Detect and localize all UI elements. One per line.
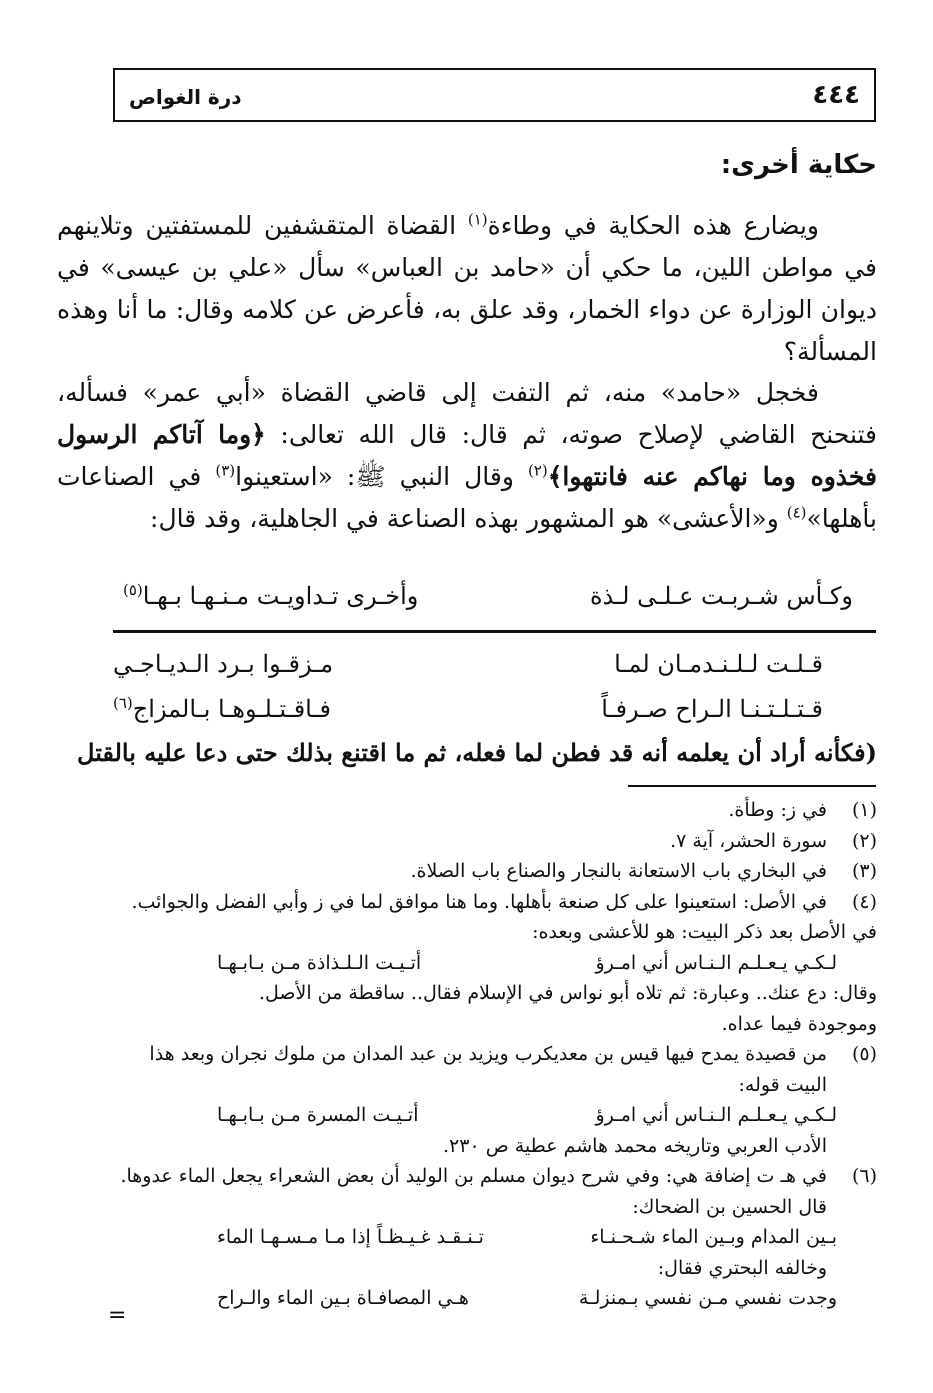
- continuation-mark: =: [108, 1303, 127, 1328]
- footnote-body: [87, 887, 827, 918]
- footnote-5: [87, 1039, 877, 1100]
- footnote-line: في هـ ت إضافة هي: وفي شرح ديوان مسلم بن الوليد أن بعض الشعراء يجعل الماء عدوها.: [120, 1165, 827, 1187]
- footnote-number: (٦): [851, 1165, 877, 1187]
- page-rule: [113, 630, 876, 633]
- footnote-text: سورة الحشر، آية ٧.: [670, 829, 827, 852]
- paragraph-1-text-a: ويضارع هذه الحكاية في وطاءة: [487, 211, 819, 240]
- footnote-body: [87, 1161, 827, 1222]
- paragraph-2-text-a: فخجل «حامد» منه، ثم التفت إلى قاضي القضاة «أبي عمر» فسأله، فتنحنح القاضي لإصلاح صوته، ثم قال: قال الله تعالى:: [57, 378, 877, 449]
- footnote-body: [87, 1039, 827, 1100]
- footnote-verse-first-half: وجدت نفسي مـن نفسي بـمنزلـة: [578, 1287, 837, 1309]
- section-heading: حكاية أخرى:: [720, 150, 877, 180]
- footnote-ref-6: (٦): [113, 694, 133, 712]
- verse-2-first-half: قـلـت لـلـنـدمـان لمـا: [614, 650, 823, 678]
- footnote-line: قال الحسين بن الضحاك:: [632, 1195, 827, 1218]
- quran-quote: ﴿وما آتاكم الرسول فخذوه وما نهاكم عنه فانتهوا﴾: [57, 420, 877, 491]
- paragraph-2: [57, 372, 877, 540]
- paragraph-2-text-d: و«الأعشى» هو المشهور بهذه الصناعة في الجاهلية، وقد قال:: [150, 504, 787, 533]
- verse-line-3: [113, 695, 823, 723]
- verse-1-second-half: [123, 582, 418, 610]
- footnote-verse-first-half: لـكـي يـعـلـم الـنـاس أني امـرؤ: [595, 1104, 837, 1126]
- footnote-number: (٢): [851, 829, 877, 852]
- footnote-4: [87, 887, 877, 918]
- footnote-6-verse-2: [87, 1283, 877, 1314]
- footnote-number: (٥): [851, 1043, 877, 1065]
- running-title: درة الغواص: [129, 85, 242, 109]
- footnote-ref-4: (٤): [786, 503, 807, 522]
- footnote-separator: [628, 785, 876, 787]
- footnote-line: البيت قوله:: [738, 1073, 827, 1096]
- footnotes: [87, 795, 877, 1314]
- paragraph-2-text-b: وقال النبي ﷺ: «استعينوا: [235, 462, 528, 491]
- footnote-6: [87, 1161, 877, 1222]
- footnote-number: (٤): [851, 890, 877, 913]
- verse-1-second-half-text: وأخـرى تـداويـت مـنـهـا بـهـا: [142, 582, 419, 610]
- footnote-3: [87, 856, 877, 887]
- bold-commentary-line: (فكأنه أراد أن يعلمه أنه قد فطن لما فعله، ثم ما اقتنع بذلك حتى دعا عليه بالقتل: [77, 738, 877, 767]
- verse-3-first-half: قـتـلـتـنـا الـراح صـرفـاً: [601, 695, 823, 723]
- page-number: ٤٤٤: [812, 80, 860, 110]
- footnote-ref-1: (١): [467, 210, 488, 229]
- footnote-6-line-3: وخالفه البحتري فقال:: [657, 1256, 827, 1279]
- footnote-number: (٣): [851, 860, 877, 882]
- footnote-ref-5: (٥): [123, 581, 143, 599]
- footnote-line: في الأصل: استعينوا على كل صنعة بأهلها. وما هنا موافق لما في ز وأبي الفضل والجوائب.: [131, 890, 827, 913]
- verse-3-second-half: [113, 695, 331, 723]
- footnote-6-verse-1: [87, 1222, 877, 1253]
- footnote-4-line-3: وقال: دع عنك.. وعبارة: ثم تلاه أبو نواس في الإسلام فقال.. ساقطة من الأصل.: [258, 982, 877, 1004]
- verse-line-1: [123, 582, 853, 610]
- footnote-number: (١): [851, 799, 877, 821]
- footnote-text: في ز: وطأة.: [728, 799, 827, 821]
- footnote-4-line-2: في الأصل بعد ذكر البيت: هو للأعشى وبعده:: [532, 921, 877, 943]
- footnote-1: [87, 795, 877, 826]
- verse-1-first-half: وكـأس شـربـت عـلـى لـذة: [589, 582, 853, 610]
- footnote-2: [87, 826, 877, 857]
- paragraph-2-text-c: في الصناعات بأهلها»: [57, 462, 877, 533]
- footnote-text: في البخاري باب الاستعانة بالنجار والصناع باب الصلاة.: [410, 860, 827, 882]
- verse-line-2: [113, 650, 823, 678]
- footnote-ref-3: (٣): [215, 461, 236, 480]
- page-header: [113, 68, 876, 122]
- footnote-5-verse: [87, 1100, 877, 1131]
- footnote-ref-2: (٢): [527, 461, 548, 480]
- footnote-4-line-4: وموجودة فيما عداه.: [721, 1012, 877, 1035]
- paragraph-1-text-b: القضاة المتقشفين للمستفتين وتلاينهم في مواطن اللين، ما حكي أن «حامد بن العباس» سأل «علي بن عيسى» في ديوان الوزارة عن دواء الخمار، وقد علق به، فأعرض عن كلامه وقال: ما أنا وهذه المسألة؟: [57, 211, 877, 366]
- footnote-verse-second-half: أتـيـت المسرة مـن بـابـهـا: [217, 1104, 419, 1126]
- footnote-verse-first-half: بـين المدام وبـين الماء شـحـنـاء: [590, 1226, 837, 1248]
- verse-3-second-half-text: فـاقـتـلـوهـا بـالمزاج: [132, 695, 331, 723]
- footnote-5-line-3: الأدب العربي وتاريخه محمد هاشم عطية ص ٢٣٠.: [442, 1134, 827, 1157]
- footnote-verse-first-half: لـكـي يـعـلـم الـنـاس أني امـرؤ: [595, 951, 837, 974]
- verse-2-second-half: مـزقـوا بـرد الـديـاجـي: [113, 650, 334, 678]
- paragraph-1: [57, 205, 877, 373]
- footnote-4-verse: [87, 948, 877, 979]
- footnote-verse-second-half: تـنـقـد غـيـظـاً إذا مـا مـسـهـا الماء: [217, 1226, 484, 1248]
- footnote-verse-second-half: أتـيـت الـلـذاذة مـن بـابـهـا: [217, 951, 422, 974]
- footnote-verse-second-half: هـي المصافـاة بـين الماء والـراح: [217, 1287, 469, 1309]
- footnote-line: من قصيدة يمدح فيها قيس بن معديكرب ويزيد بن عبد المدان من ملوك نجران وبعد هذا: [149, 1043, 827, 1065]
